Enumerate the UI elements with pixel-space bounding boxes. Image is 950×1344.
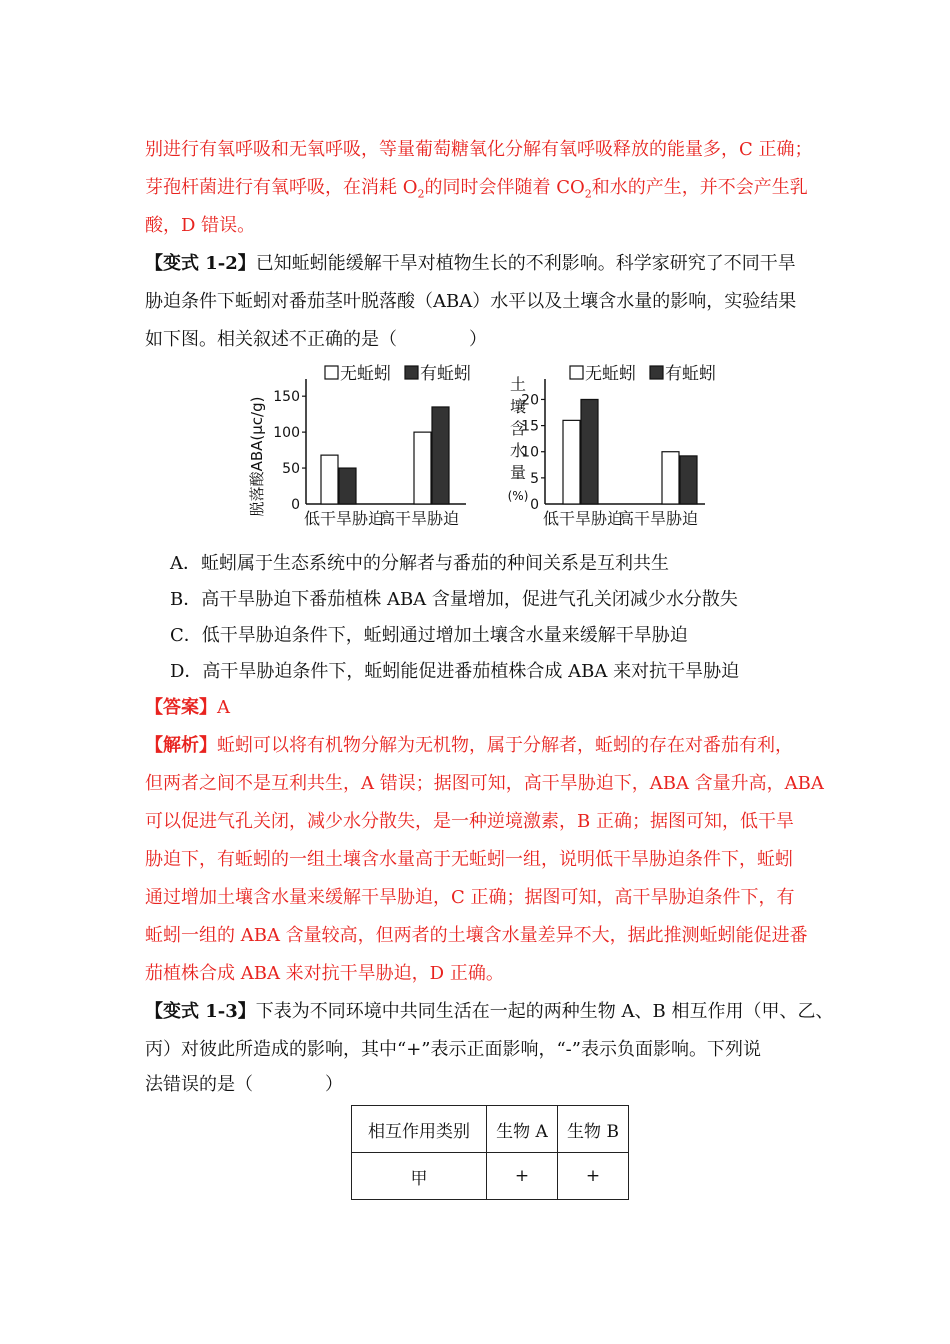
- category-label: 高干旱胁迫: [378, 509, 460, 528]
- category-label: 高干旱胁迫: [617, 509, 699, 528]
- table-header-cell: 生物 A: [487, 1106, 558, 1153]
- legend-label: 无蚯蚓: [340, 364, 391, 384]
- legend-swatch: [325, 366, 338, 379]
- q12-figure: [240, 352, 740, 537]
- legend-label: 有蚯蚓: [665, 364, 716, 384]
- q12-analysis-line-6: 蚯蚓一组的 ABA 含量较高，但两者的土壤含水量差异不大，据此推测蚯蚓能促进番: [145, 925, 808, 946]
- bar-no-earthworm: [563, 420, 580, 504]
- bar-with-earthworm: [680, 456, 697, 504]
- q12-stem-line-3: 如下图。相关叙述不正确的是（ ）: [145, 329, 487, 350]
- category-label: 低干旱胁迫: [542, 509, 624, 528]
- bar-with-earthworm: [339, 468, 356, 504]
- table-header-cell: 相互作用类别: [352, 1106, 487, 1153]
- q13-stem-line-1: 【变式 1-3】下表为不同环境中共同生活在一起的两种生物 A、B 相互作用（甲、乙、: [145, 1001, 834, 1022]
- legend-label: 无蚯蚓: [585, 364, 636, 384]
- bar-no-earthworm: [662, 452, 679, 504]
- q12-analysis-line-3: 可以促进气孔关闭，减少水分散失，是一种逆境激素，B 正确；据图可知，低干旱: [145, 811, 794, 832]
- q13-stem-line-2: 丙）对彼此所造成的影响，其中“+”表示正面影响，“-”表示负面影响。下列说: [145, 1039, 761, 1060]
- y-tick-label: 50: [282, 461, 300, 478]
- q12-option-b: B．高干旱胁迫下番茄植株 ABA 含量增加，促进气孔关闭减少水分散失: [170, 589, 738, 610]
- y-tick-label: 100: [273, 425, 300, 442]
- y-axis-label-char: 土: [509, 375, 527, 394]
- table-cell: +: [558, 1153, 629, 1200]
- q12-stem-line-1: 【变式 1-2】已知蚯蚓能缓解干旱对植物生长的不利影响。科学家研究了不同干旱: [145, 253, 796, 274]
- y-tick-label: 20: [521, 392, 539, 409]
- y-tick-label: 10: [521, 444, 539, 461]
- q12-option-d: D．高干旱胁迫条件下，蚯蚓能促进番茄植株合成 ABA 来对抗干旱胁迫: [170, 661, 740, 682]
- q12-analysis-line-2: 但两者之间不是互利共生，A 错误；据图可知，高干旱胁迫下，ABA 含量升高，ABA: [145, 773, 824, 794]
- table-cell: +: [487, 1153, 558, 1200]
- y-tick-label: 150: [273, 389, 300, 406]
- legend-swatch: [570, 366, 583, 379]
- y-axis-label-char: 水: [509, 441, 527, 460]
- legend-swatch: [650, 366, 663, 379]
- category-label: 低干旱胁迫: [303, 509, 385, 528]
- legend-label: 有蚯蚓: [420, 364, 471, 384]
- y-axis-label-char: 壤: [509, 397, 527, 416]
- y-axis-label: 脱落酸ABA(μc/g): [248, 396, 266, 517]
- q12-stem-line-2: 胁迫条件下蚯蚓对番茄茎叶脱落酸（ABA）水平以及土壤含水量的影响，实验结果: [145, 291, 797, 312]
- y-axis-label-char: (%): [507, 489, 529, 503]
- q12-tag: 【变式 1-2】: [145, 253, 256, 274]
- y-axis-label-char: 量: [509, 463, 527, 482]
- table-header-cell: 生物 B: [558, 1106, 629, 1153]
- y-tick-label: 5: [530, 470, 539, 487]
- q12-analysis-line-7: 茄植株合成 ABA 来对抗干旱胁迫，D 正确。: [145, 963, 504, 984]
- prev-explanation-line-1: 别进行有氧呼吸和无氧呼吸，等量葡萄糖氧化分解有氧呼吸释放的能量多，C 正确；: [145, 139, 813, 160]
- q13-tag: 【变式 1-3】: [145, 1001, 256, 1022]
- prev-explanation-line-2: 芽孢杆菌进行有氧呼吸，在消耗 $O_2$的同时会伴随着 $CO_2$和水的产生，并不会产生乳: [145, 177, 808, 201]
- y-axis-label-char: 含: [509, 419, 527, 438]
- table-cell: 甲: [352, 1153, 487, 1200]
- q12-option-a: A．蚯蚓属于生态系统中的分解者与番茄的种间关系是互利共生: [170, 553, 669, 574]
- bar-with-earthworm: [581, 399, 598, 504]
- prev-explanation-line-3: 酸，D 错误。: [145, 215, 256, 236]
- y-tick-label: 0: [530, 497, 539, 513]
- q12-option-c: C．低干旱胁迫条件下，蚯蚓通过增加土壤含水量来缓解干旱胁迫: [170, 625, 688, 646]
- bar-no-earthworm: [414, 432, 431, 504]
- q12-analysis-line-5: 通过增加土壤含水量来缓解干旱胁迫，C 正确；据图可知，高干旱胁迫条件下，有: [145, 887, 795, 908]
- bar-no-earthworm: [321, 455, 338, 504]
- table-row: [352, 1153, 629, 1200]
- y-tick-label: 0: [291, 497, 300, 513]
- q12-analysis-line-1: 【解析】蚯蚓可以将有机物分解为无机物，属于分解者，蚯蚓的存在对番茄有利，: [145, 735, 793, 756]
- q12-analysis-line-4: 胁迫下，有蚯蚓的一组土壤含水量高于无蚯蚓一组，说明低干旱胁迫条件下，蚯蚓: [145, 849, 793, 870]
- table-header-row: [352, 1106, 629, 1153]
- legend-swatch: [405, 366, 418, 379]
- y-tick-label: 15: [521, 418, 539, 435]
- q13-stem-line-3: 法错误的是（ ）: [145, 1074, 343, 1095]
- q12-answer: 【答案】A: [145, 697, 230, 718]
- q13-table: [351, 1105, 629, 1200]
- bar-with-earthworm: [432, 407, 449, 504]
